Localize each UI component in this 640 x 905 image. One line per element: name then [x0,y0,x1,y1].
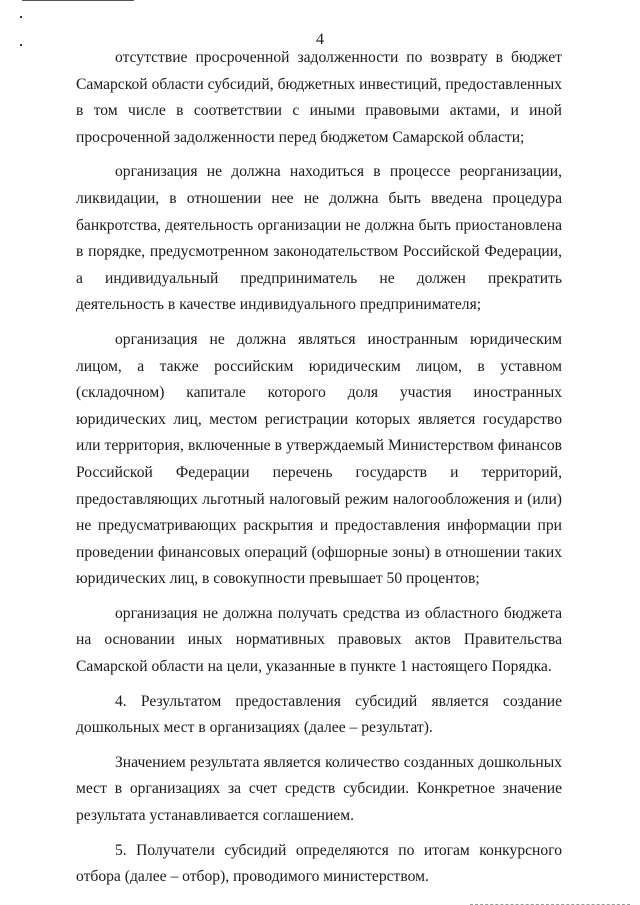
page-number: 4 [316,31,324,48]
paragraph-result-definition: 4. Результатом предоставления субсидий является создание дошкольных мест в организациях (далее – результат). [76,692,562,737]
paragraph-reorganization-requirement: организация не должна находиться в процессе реорганизации, ликвидации, в отношении нее не должна быть введена процедура банкротства, деятельность организации не должна быть приостановлена в порядке, предусмотренном законодательством Российской Федерации, а индивидуальный предприниматель не должен прекратить деятельность в качестве индивидуального предпринимателя; [76,163,562,314]
paragraph-foreign-entity-requirement: организация не должна являться иностранным юридическим лицом, а также российским юридическим лицом, в уставном (складочном) капитале которого доля участия иностранных юридических лиц, местом регистрации которых является государство или территория, включенные в утверждаемый Министерством финансов Российской Федерации перечень государств и территорий, предоставляющих льготный налоговый режим налогообложения и (или) не предусматривающих раскрытия и предоставления информации при проведении финансовых операций (офшорные зоны) в отношении таких юридических лиц, в совокупности превышает 50 процентов; [76,330,562,588]
paragraph-recipient-selection: 5. Получатели субсидий определяются по итогам конкурсного отбора (далее – отбор), проводимого министерством. [76,841,562,886]
scan-edge-top [22,0,134,1]
paragraph-other-funding-requirement: организация не должна получать средства из областного бюджета на основании иных нормативных правовых актов Правительства Самарской области на цели, указанные в пункте 1 настоящего Порядка. [76,604,562,676]
document-body [76,45,562,891]
paragraph-debt-requirement: отсутствие просроченной задолженности по возврату в бюджет Самарской области субсидий, бюджетных инвестиций, предоставленных в том числе в соответствии с иными правовыми актами, и иной просроченной задолженности перед бюджетом Самарской области; [76,49,562,146]
scan-mark [20,16,22,18]
paragraph-result-value: Значением результата является количество созданных дошкольных мест в организациях за счет средств субсидии. Конкретное значение результата устанавливается соглашением. [76,753,562,825]
